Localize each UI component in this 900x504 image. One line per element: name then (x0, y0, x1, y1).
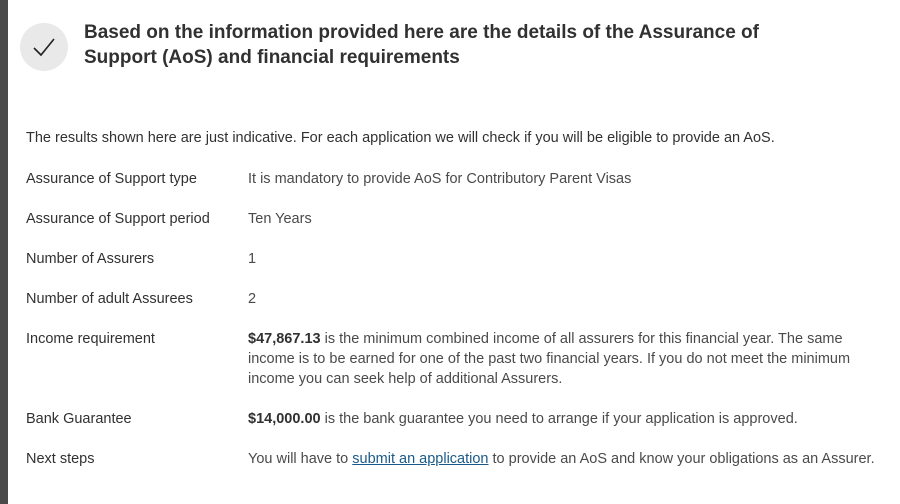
bank-guarantee-description: is the bank guarantee you need to arrange if your application is approved. (320, 411, 798, 427)
detail-row-next-steps (26, 449, 892, 469)
detail-label: Next steps (26, 451, 95, 467)
detail-row-assurees (26, 289, 892, 309)
details-list (26, 169, 892, 489)
detail-value (248, 409, 892, 429)
detail-label: Assurance of Support type (26, 171, 197, 187)
checkmark-icon (20, 23, 68, 71)
detail-label: Number of Assurers (26, 251, 155, 267)
submit-application-link[interactable]: submit an application (352, 451, 489, 467)
detail-row-bank-guarantee (26, 409, 892, 429)
detail-value: Ten Years (248, 211, 312, 227)
income-amount: $47,867.13 (248, 331, 321, 347)
detail-value: 2 (248, 291, 257, 307)
detail-row-assurers (26, 249, 892, 269)
detail-value (248, 449, 892, 469)
detail-value (248, 329, 892, 389)
detail-row-aos-type (26, 169, 892, 189)
next-steps-text-before: You will have to (248, 451, 353, 467)
income-description: is the minimum combined income of all assurers for this financial year. The same income is to be earned for one of the past two financial years. If you do not meet the minimum income you can seek help of additional Assurers. (248, 331, 851, 387)
detail-label: Assurance of Support period (26, 211, 210, 227)
detail-value: It is mandatory to provide AoS for Contributory Parent Visas (248, 171, 632, 187)
disclaimer-text: The results shown here are just indicative. For each application we will check if you will be eligible to provide an AoS. (26, 130, 775, 146)
next-steps-text-after: to provide an AoS and know your obligations as an Assurer. (488, 451, 875, 467)
detail-row-aos-period (26, 209, 892, 229)
detail-label: Bank Guarantee (26, 411, 132, 427)
bank-guarantee-amount: $14,000.00 (248, 411, 321, 427)
detail-label: Income requirement (26, 331, 155, 347)
detail-label: Number of adult Assurees (26, 291, 193, 307)
detail-value: 1 (248, 251, 257, 267)
results-title: Based on the information provided here are the details of the Assurance of Support (AoS) and financial requirements (84, 22, 759, 68)
detail-row-income (26, 329, 892, 389)
results-panel (8, 0, 900, 504)
